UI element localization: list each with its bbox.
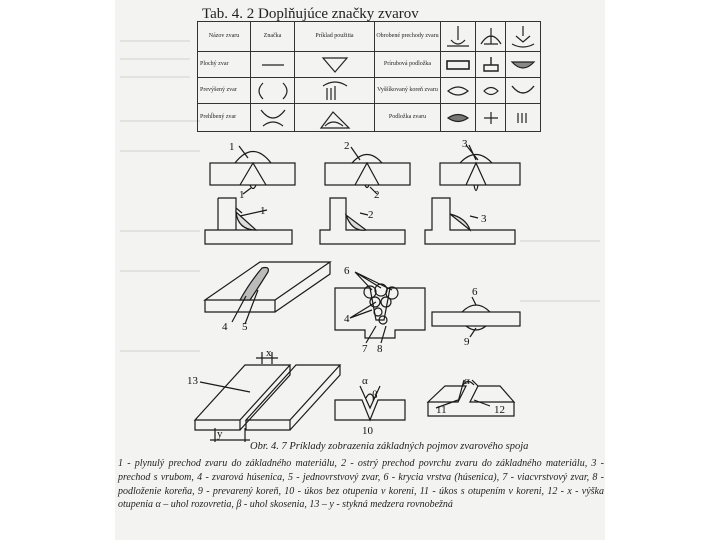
label-6b: 6: [472, 286, 478, 298]
label-1a: 1: [229, 141, 235, 153]
label-y: y: [217, 428, 223, 440]
row-1-name: Plochý zvar: [198, 52, 251, 78]
label-4a: 4: [344, 313, 350, 325]
header-name: Názov zvaru: [198, 22, 251, 52]
label-3a: 3: [462, 138, 468, 150]
label-x: x: [266, 347, 272, 359]
row-3-right-label: Podložka zvaru: [375, 104, 441, 132]
label-alpha-a: α: [362, 375, 368, 387]
row-2-name: Prevýšený zvar: [198, 78, 251, 104]
label-beta: β: [372, 389, 378, 401]
label-11: 11: [436, 404, 447, 416]
label-1c: 1: [260, 205, 266, 217]
label-2c: 2: [368, 209, 374, 221]
label-7: 7: [362, 343, 368, 355]
label-8: 8: [377, 343, 383, 355]
table-title: Tab. 4. 2 Doplňujúce značky zvarov: [202, 6, 419, 22]
label-9: 9: [464, 336, 470, 348]
figure-legend: 1 - plynulý prechod zvaru do základného materiálu, 2 - ostrý prechod povrchu zvaru do základného materiálu, 3 - prechod s vrubom, 4 - zvarová húsenica, 5 - jednovrstvový zvar, 6 - krycia vrstva (húsenica), 7 - viacvrstvový zvar, 8 - podloženie koreňa, 9 - prevarený koreň, 10 - úkos bez otupenia v koreni, 11 - úkos s otupením v koreni, 12 - x - výška otupenia α – uhol rozovretia, β - uhol skosenia, 13 – y - stykná medzera rovnobežná: [118, 458, 604, 511]
label-10: 10: [362, 425, 373, 437]
header-symbol: Značka: [251, 22, 295, 52]
label-6a: 6: [344, 265, 350, 277]
label-2a: 2: [344, 140, 350, 152]
figure-caption: Obr. 4. 7 Príklady zobrazenia základných pojmov zvarového spoja: [250, 441, 529, 452]
row-3-name: Prehĺbený zvar: [198, 104, 251, 132]
header-transitions: Obrobené prechody zvaru: [375, 22, 441, 52]
header-example: Príklad použitia: [295, 22, 375, 52]
label-alpha-b: α: [464, 375, 470, 387]
label-4b: 4: [222, 321, 228, 333]
label-1b: 1: [239, 189, 245, 201]
row-2-right-label: Vyššíkovaný koreň zvaru: [375, 78, 441, 104]
label-3b: 3: [481, 213, 487, 225]
label-5: 5: [242, 321, 248, 333]
label-13: 13: [187, 375, 198, 387]
label-12: 12: [494, 404, 505, 416]
row-1-right-label: Prírubová podložka: [375, 52, 441, 78]
label-2b: 2: [374, 189, 380, 201]
